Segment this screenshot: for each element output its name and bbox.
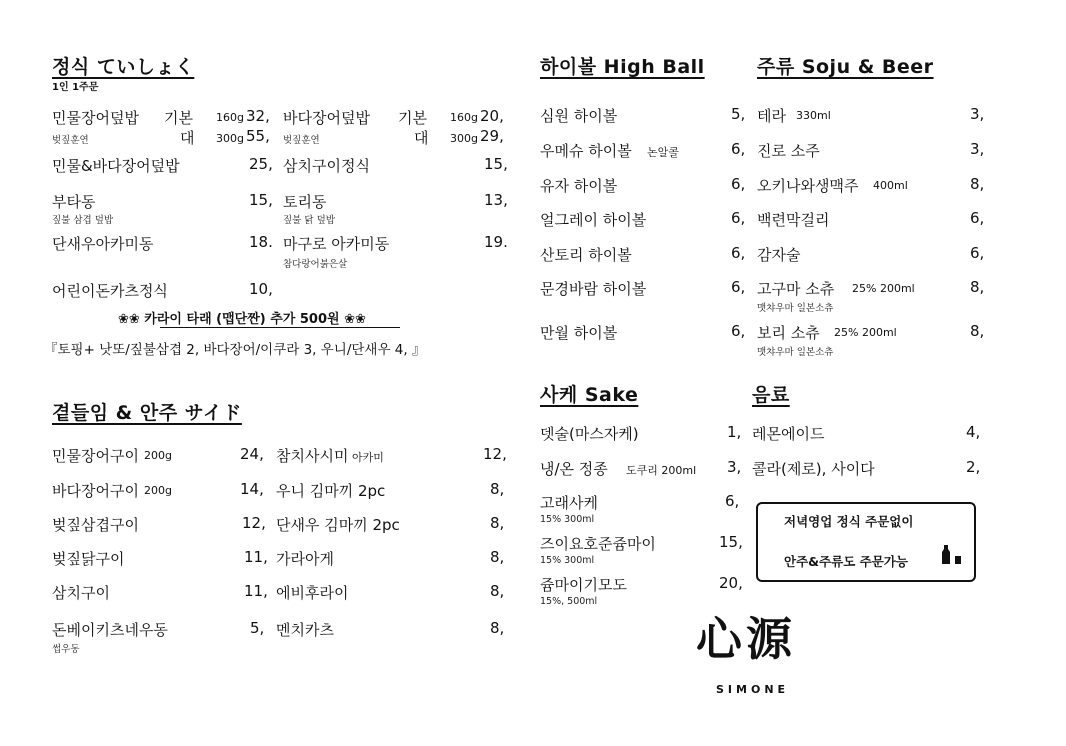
menu-item-desc: 15%, 500ml [540, 596, 598, 607]
menu-item-name: 바다장어구이 [52, 482, 139, 500]
menu-item-size: 200g [144, 449, 172, 462]
menu-item-desc: 짚불 닭 덮밥 [283, 215, 335, 226]
menu-item-name: 유자 하이볼 [540, 177, 618, 195]
menu-item-desc: 벚짚훈연 [52, 135, 89, 146]
menu-item-desc: 짚불 삼겹 덮밥 [52, 215, 114, 226]
menu-item-name: 진로 소주 [757, 142, 820, 160]
menu-item-name: 에비후라이 [276, 584, 349, 602]
menu-item-name: 민물장어구이 [52, 447, 139, 465]
menu-item-name: 즈이요호준쥼마이 [540, 535, 656, 553]
menu-item-name: 마구로 아카미동 [283, 235, 390, 253]
menu-item-price: 4, [966, 423, 981, 441]
menu-item-price: 15, [249, 191, 273, 209]
menu-item-price: 15, [719, 533, 743, 551]
menu-item-name: 민물장어덮밥 [52, 109, 139, 127]
menu-item-name: 참치사시미 [276, 447, 349, 465]
menu-item-desc: 맷챠우마 일본소츄 [757, 347, 834, 358]
menu-item-price: 6, [970, 244, 985, 262]
menu-item-name: 얼그레이 하이볼 [540, 211, 647, 229]
menu-item-price: 6, [731, 175, 746, 193]
highball-title: 하이볼 High Ball [540, 56, 705, 78]
menu-item-size: 300g [450, 132, 478, 145]
menu-item-option: 기본 [398, 109, 427, 127]
menu-item-name: 가라아게 [276, 550, 334, 568]
menu-item-size: 400ml [873, 179, 908, 192]
menu-item-name: 부타동 [52, 193, 96, 211]
menu-item-name: 레몬에이드 [752, 425, 825, 443]
menu-item-size: 아카미 [352, 451, 384, 464]
menu-item-price: 6, [731, 209, 746, 227]
set-meal-title: 정식 ていしょく [52, 56, 195, 78]
menu-item-price: 18. [249, 233, 273, 251]
set-meal-note: 1인 1주문 [52, 82, 99, 93]
topping-note: 『토핑+ 낫또/짚불삼겹 2, 바다장어/이쿠라 3, 우니/단새우 4, 』 [44, 342, 426, 358]
menu-item-option: 대 [180, 129, 195, 147]
sake-bottle-icon [940, 542, 964, 566]
menu-item-price: 3, [970, 105, 985, 123]
menu-item-price: 6, [731, 322, 746, 340]
menu-item-price: 19. [484, 233, 508, 251]
menu-item-name: 단새우 김마끼 2pc [276, 516, 400, 534]
menu-item-tag: 논알콜 [647, 146, 679, 159]
menu-item-price: 32, [246, 107, 270, 125]
menu-item-name: 심원 하이볼 [540, 107, 618, 125]
karai-note: ❀❀ 카라이 타래 (맵단짠) 추가 500원 ❀❀ [118, 312, 366, 327]
menu-item-desc: 썹우동 [52, 644, 80, 655]
menu-item-desc: 벚짚훈연 [283, 135, 320, 146]
menu-item-size: 160g [450, 111, 478, 124]
soju-beer-title: 주류 Soju & Beer [757, 56, 934, 78]
menu-item-name: 우메슈 하이볼 [540, 142, 632, 160]
menu-item-price: 10, [249, 280, 273, 298]
menu-item-price: 20, [719, 574, 743, 592]
menu-item-name: 문경바람 하이볼 [540, 280, 647, 298]
menu-item-price: 14, [240, 480, 264, 498]
menu-item-price: 15, [484, 155, 508, 173]
menu-item-desc: 참다랑어붉은살 [283, 259, 348, 270]
menu-item-price: 8, [970, 175, 985, 193]
menu-item-desc: 15% 300ml [540, 514, 595, 525]
menu-item-desc: 15% 300ml [540, 555, 595, 566]
menu-item-price: 6, [731, 278, 746, 296]
menu-item-price: 6, [725, 492, 740, 510]
menu-item-name: 감자술 [757, 246, 801, 264]
menu-item-name: 쥼마이기모도 [540, 576, 627, 594]
menu-item-size: 300g [216, 132, 244, 145]
menu-item-name: 테라 [757, 107, 786, 125]
drinks-title: 음료 [752, 384, 790, 406]
menu-item-name: 벚짚삼겹구이 [52, 516, 139, 534]
karai-underline [160, 327, 400, 328]
menu-item-name: 고구마 소츄 [757, 280, 835, 298]
menu-item-name: 냉/온 정종 [540, 460, 608, 478]
menu-item-price: 13, [484, 191, 508, 209]
menu-item-size: 200g [144, 484, 172, 497]
menu-item-name: 삼치구이정식 [283, 157, 370, 175]
menu-item-name: 단새우아카미동 [52, 235, 154, 253]
menu-item-name: 고래사케 [540, 494, 598, 512]
menu-item-size: 25% 200ml [834, 326, 897, 339]
menu-item-price: 8, [970, 278, 985, 296]
menu-item-price: 8, [970, 322, 985, 340]
menu-item-name: 바다장어덮밥 [283, 109, 370, 127]
menu-item-name: 백련막걸리 [757, 211, 830, 229]
notice-box [756, 502, 976, 582]
sake-title: 사케 Sake [540, 384, 639, 406]
menu-item-price: 6, [970, 209, 985, 227]
sides-title: 곁들임 & 안주 サイド [52, 402, 242, 424]
menu-item-price: 25, [249, 155, 273, 173]
menu-item-name: 삼치구이 [52, 584, 110, 602]
menu-item-price: 20, [480, 107, 504, 125]
menu-item-price: 24, [240, 445, 264, 463]
menu-item-price: 8, [490, 619, 505, 637]
brand-name: SIMONE [716, 683, 790, 696]
menu-item-name: 우니 김마끼 2pc [276, 482, 386, 500]
menu-item-price: 55, [246, 127, 270, 145]
menu-item-size: 160g [216, 111, 244, 124]
menu-item-name: 오키나와생맥주 [757, 177, 859, 195]
menu-item-price: 5, [731, 105, 746, 123]
menu-item-price: 8, [490, 548, 505, 566]
menu-item-name: 벚짚닭구이 [52, 550, 125, 568]
menu-item-name: 민물&바다장어덮밥 [52, 157, 180, 175]
menu-item-name: 돈베이키츠네우동 [52, 621, 168, 639]
menu-item-price: 11, [244, 582, 268, 600]
menu-item-option: 기본 [164, 109, 193, 127]
menu-item-price: 8, [490, 514, 505, 532]
menu-item-price: 1, [727, 423, 742, 441]
menu-item-price: 8, [490, 480, 505, 498]
menu-item-name: 뎃술(마스자케) [540, 425, 639, 443]
menu-item-price: 12, [242, 514, 266, 532]
menu-item-name: 보리 소츄 [757, 324, 820, 342]
menu-item-size: 25% 200ml [852, 282, 915, 295]
menu-item-size: 330ml [796, 109, 831, 122]
menu-item-desc: 맷챠우마 일본소츄 [757, 303, 834, 314]
menu-item-price: 6, [731, 140, 746, 158]
menu-item-price: 5, [250, 619, 265, 637]
notice-line-2: 안주&주류도 주문가능 [784, 554, 908, 569]
notice-line-1: 저녁영업 정식 주문없이 [784, 514, 914, 529]
menu-item-price: 2, [966, 458, 981, 476]
menu-item-name: 산토리 하이볼 [540, 246, 632, 264]
menu-item-name: 멘치카츠 [276, 621, 334, 639]
menu-item-price: 3, [970, 140, 985, 158]
menu-item-size: 도쿠리 200ml [626, 464, 697, 477]
menu-item-name: 어린이돈카츠정식 [52, 282, 168, 300]
menu-item-price: 6, [731, 244, 746, 262]
menu-item-price: 8, [490, 582, 505, 600]
menu-item-price: 3, [727, 458, 742, 476]
menu-item-name: 콜라(제로), 사이다 [752, 460, 875, 478]
menu-item-name: 만월 하이볼 [540, 324, 618, 342]
menu-item-price: 29, [480, 127, 504, 145]
menu-item-option: 대 [414, 129, 429, 147]
menu-item-price: 12, [483, 445, 507, 463]
menu-item-price: 11, [244, 548, 268, 566]
brand-logo: 心源 [696, 612, 796, 666]
menu-item-name: 토리동 [283, 193, 327, 211]
